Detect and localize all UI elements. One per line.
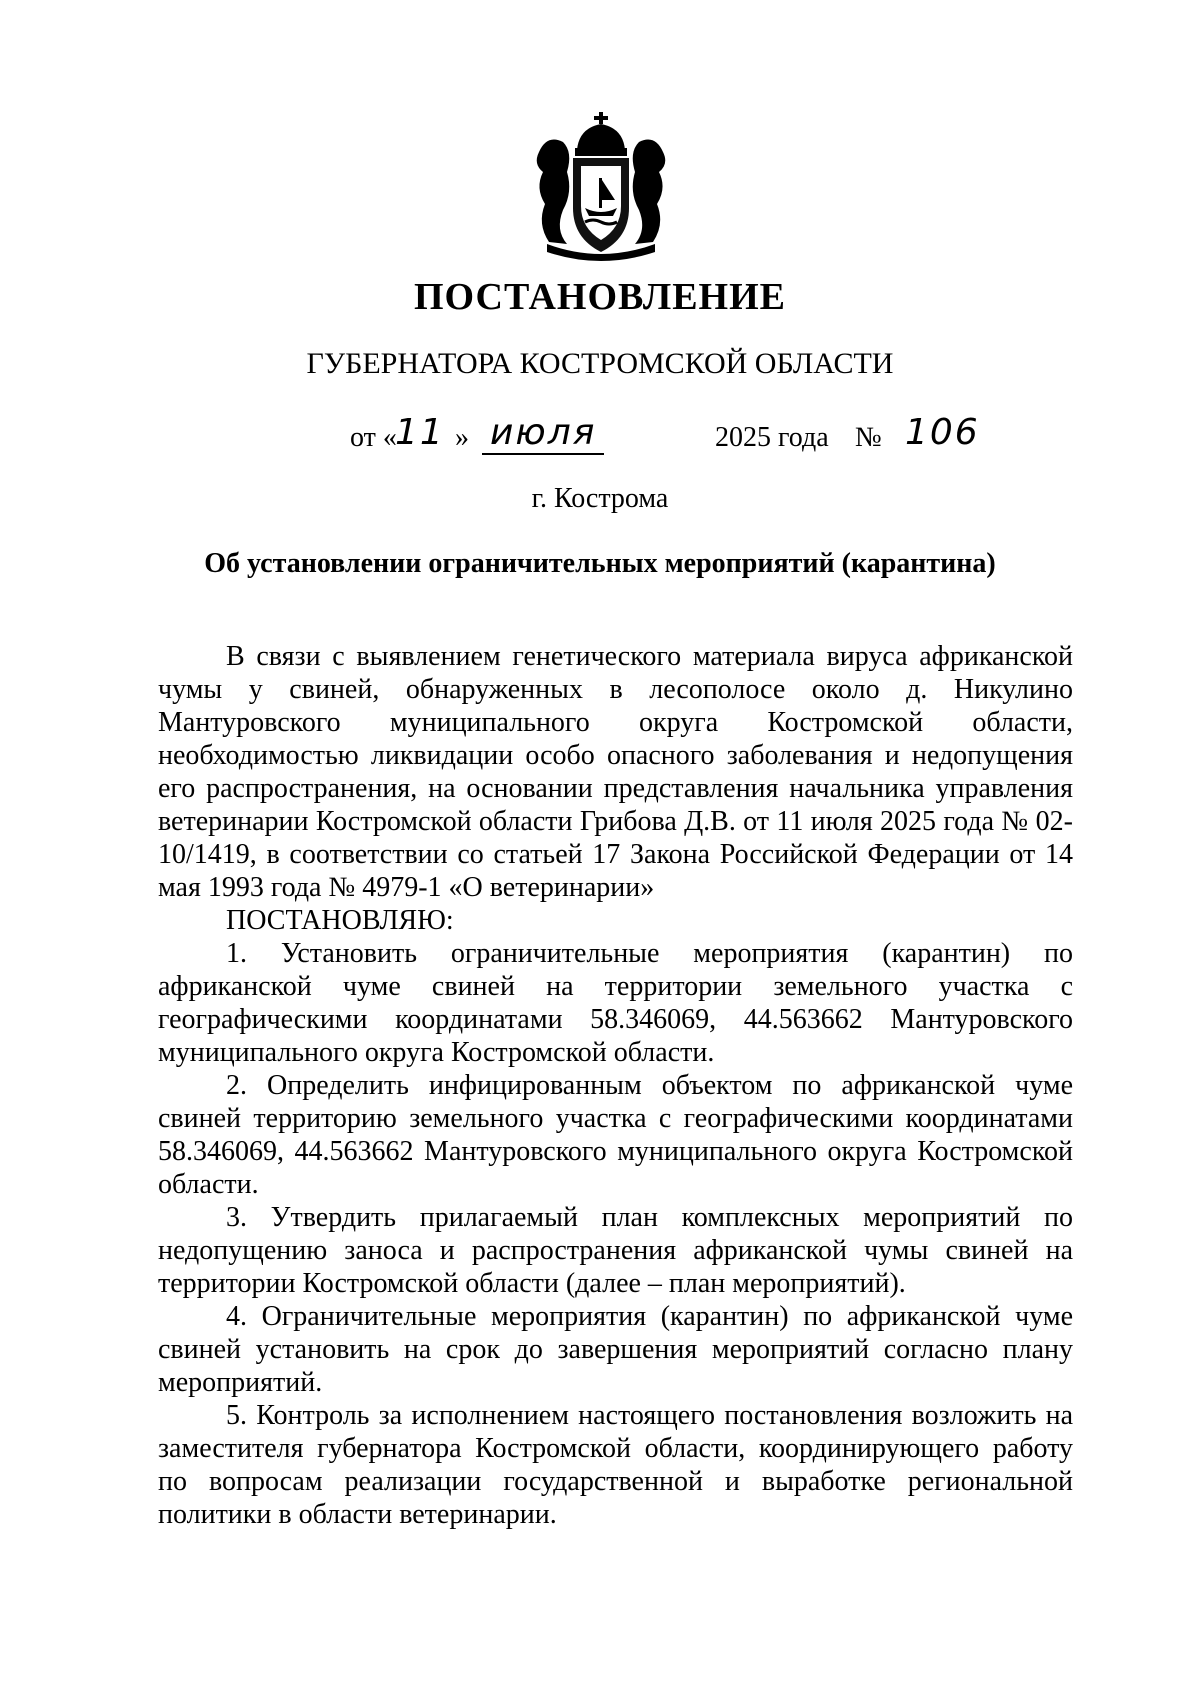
date-prefix: от « [350, 422, 397, 453]
resolution-keyword: ПОСТАНОВЛЯЮ: [226, 905, 454, 936]
date-quote-close: » [455, 422, 469, 453]
number-sign: № [855, 422, 882, 453]
preamble-paragraph: В связи с выявлением генетического материала вируса африканской чумы у свиней, обнаруженных в лесополосе около д. Никулино Мантуровского муниципального округа Костромской области, необходимостью ликвидации особо опасного заболевания и недопущения его распространения, на основании представления начальника управления ветеринарии Костромской области Грибова Д.В. от 11 июля 2025 года № 02-10/1419, в соответствии со статьей 17 Закона Российской Федерации от 14 мая 1993 года № 4979-1 «О ветеринарии» [158, 641, 1073, 903]
date-year: 2025 года [715, 422, 829, 453]
date-number-line [350, 412, 1050, 462]
clause-1: 1. Установить ограничительные мероприятия (карантин) по африканской чуме свиней на территории земельного участка с географическими координатами 58.346069, 44.563662 Мантуровского муниципального округа Костромской области. [158, 938, 1073, 1068]
clause-5: 5. Контроль за исполнением настоящего постановления возложить на заместителя губернатора Костромской области, координирующего работу по вопросам реализации государственной и выработке региональной политики в области ветеринарии. [158, 1400, 1073, 1530]
document-type-title: ПОСТАНОВЛЕНИЕ [413, 276, 787, 318]
document-subject: Об установлении ограничительных мероприятий (карантина) [204, 548, 996, 579]
document-body [158, 640, 1073, 1531]
date-month-handwritten: июля [482, 412, 604, 455]
clause-4: 4. Ограничительные мероприятия (карантин) по африканской чуме свиней установить на срок до завершения мероприятий согласно плану мероприятий. [158, 1301, 1073, 1398]
clause-3: 3. Утвердить прилагаемый план комплексных мероприятий по недопущению заноса и распространения африканской чумы свиней на территории Костромской области (далее – план мероприятий). [158, 1202, 1073, 1299]
city: г. Кострома [531, 483, 669, 514]
clause-2: 2. Определить инфицированным объектом по африканской чуме свиней территорию земельного участка с географическими координатами 58.346069, 44.563662 Мантуровского муниципального округа Костромской области. [158, 1070, 1073, 1200]
date-day-handwritten: 11 [395, 412, 445, 453]
coat-of-arms-icon [533, 112, 669, 262]
document-number-handwritten: 106 [905, 412, 980, 453]
issuer-title: ГУБЕРНАТОРА КОСТРОМСКОЙ ОБЛАСТИ [306, 347, 894, 380]
